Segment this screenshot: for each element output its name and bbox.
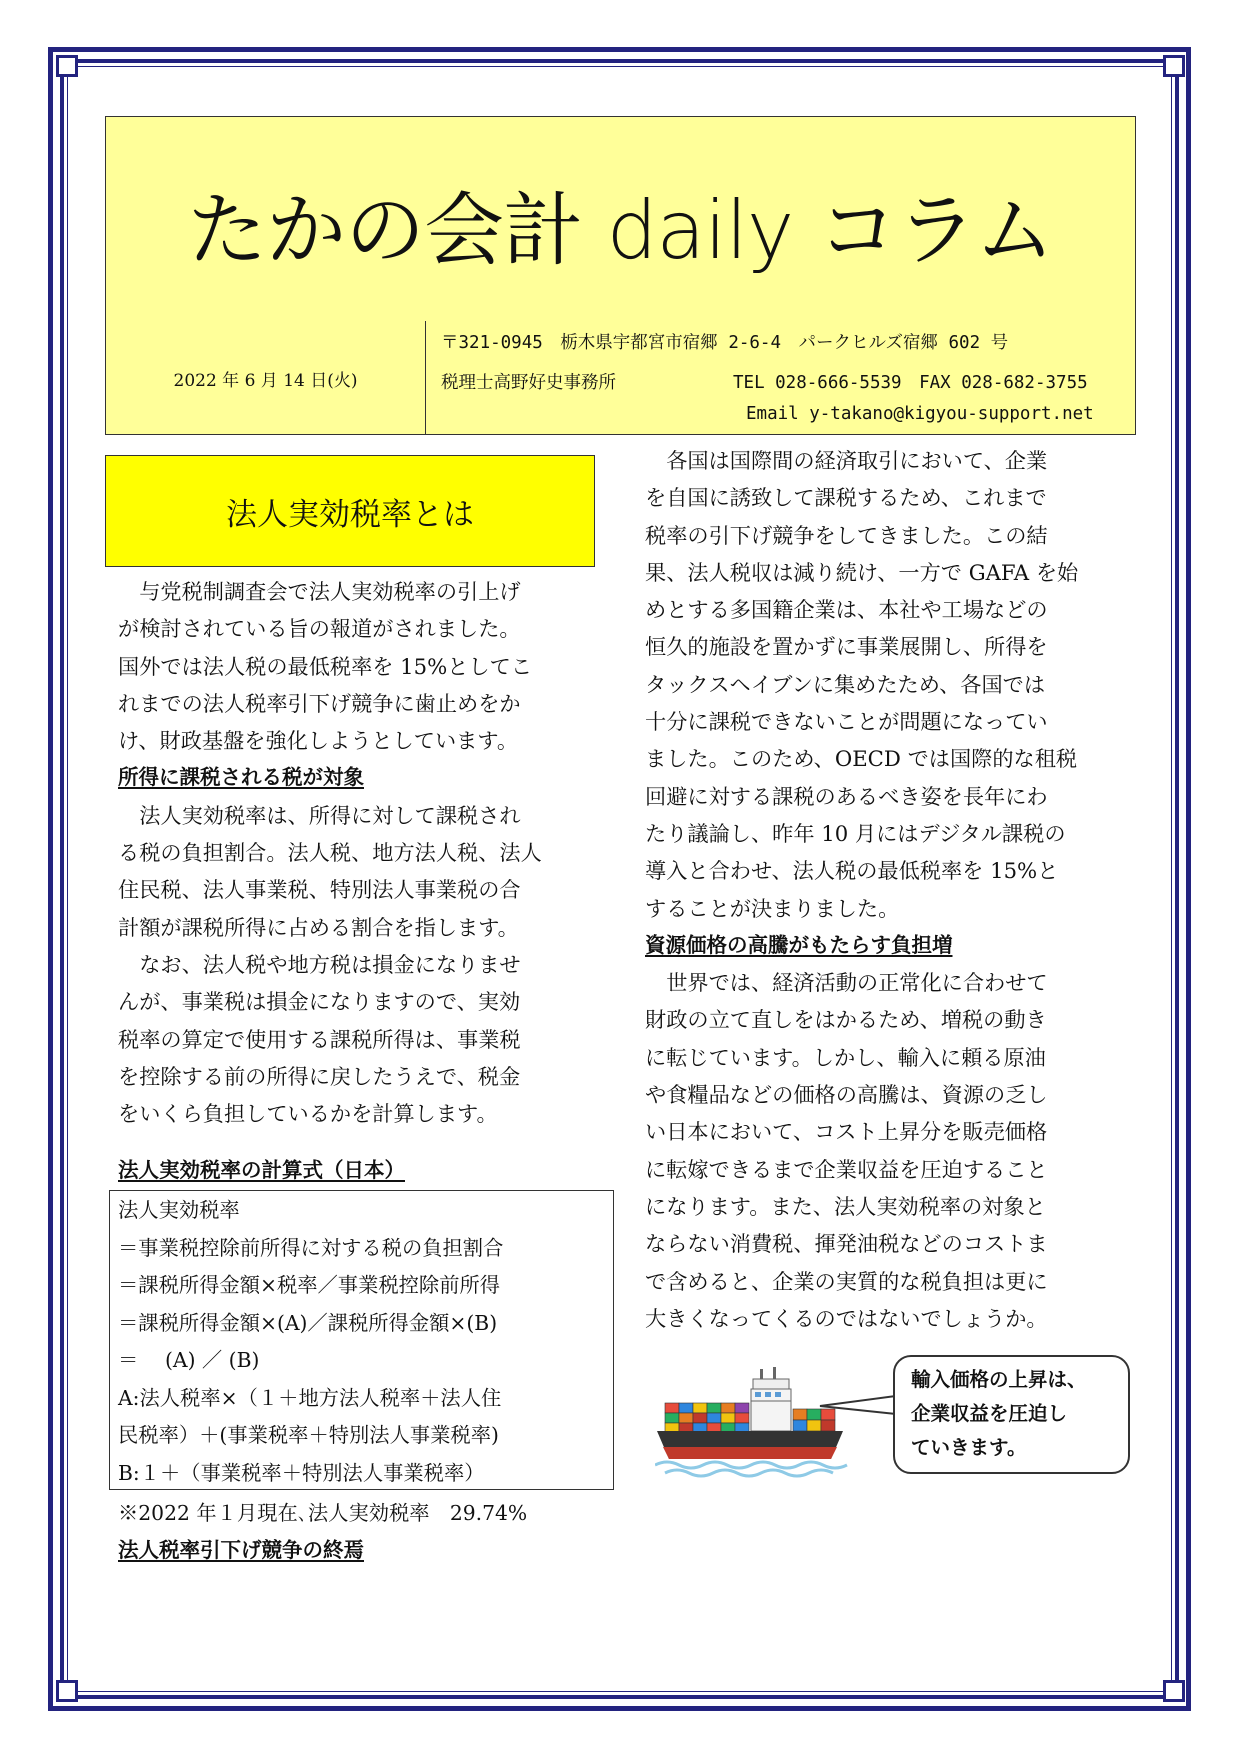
- masthead: [105, 116, 1136, 322]
- section-paragraph: 各国は国際間の経済取引において、企業 を自国に誘致して課税するため、これまで 税率の引下げ競争をしてきました。この結 果、法人税収は減り続け、一方で GAFA を始 めとする多国籍企業は、本社や工場などの 恒久的施設を置かずに事業展開し、所得を タックスヘイブンに集めたため、各国では 十分に課税できないことが問題になってい ました。このため、OECD では国際的な租税 回避に対する課税のあるべき姿を長年にわ たり議論し、昨年 10 月にはデジタル課税の 導入と合わせ、法人税の最低税率を 15%と することが決まりました。: [645, 448, 1079, 921]
- intro-paragraph: 与党税制調査会で法人実効税率の引上げ が検討されている旨の報道がされました。 国外では法人税の最低税率を 15%としてこ れまでの法人税率引下げ競争に歯止めをか け、財政基盤を強化しようとしています。: [118, 579, 533, 754]
- article-headline-box: [105, 455, 595, 567]
- border-corner-ornament: [1163, 55, 1185, 77]
- office-email: Email y-takano@kigyou-support.net: [746, 404, 1094, 424]
- right-column: [645, 442, 1135, 1337]
- rate-note: ※2022 年１月現在､法人実効税率 29.74%: [118, 1501, 528, 1525]
- section-paragraph: 法人実効税率は、所得に対して課税され る税の負担割合。法人税、地方法人税、法人 住民税、法人事業税、特別法人事業税の合 計額が課税所得に占める割合を指します。 なお、法人税や地方税は損金になりませ んが、事業税は損金になりますので、実効 税率の算定で使用する課税所得は、事業税 を控除する前の所得に戻したうえで、税金 をいくら負担しているかを計算します。: [118, 802, 542, 1127]
- newsletter-title: たかの会計 daily コラム: [187, 183, 1054, 277]
- office-tel-fax: TEL 028-666-5539 FAX 028-682-3755: [733, 373, 1088, 393]
- border-corner-ornament: [56, 55, 78, 77]
- speech-bubble-text: 輸入価格の上昇は、 企業収益を圧迫し ていきます。: [911, 1368, 1087, 1459]
- left-column: [118, 573, 608, 1132]
- masthead-info-row: [105, 321, 1136, 435]
- formula-text: 法人実効税率 ＝事業税控除前所得に対する税の負担割合 ＝課税所得金額×税率／事業税控除前所得 ＝課税所得金額×(A)／課税所得金額×(B) ＝ (A) ／ (B) A:法人税率×（１＋地方法人税率＋法人住 民税率）＋(事業税率＋特別法人事業税率) B:１＋（事業税率＋特別法人事業税率）: [118, 1198, 504, 1485]
- section-heading: 法人実効税率の計算式（日本）: [118, 1158, 405, 1182]
- speech-bubble-tail: [818, 1390, 898, 1420]
- office-address: 〒321-0945 栃木県宇都宮市宿郷 2-6-4 パークヒルズ宿郷 602 号: [441, 333, 1009, 353]
- section-heading: 法人税率引下げ競争の終焉: [118, 1538, 364, 1562]
- office-name: 税理士高野好史事務所: [441, 373, 616, 393]
- section-heading: 所得に課税される税が対象: [118, 765, 364, 790]
- issue-date: 2022 年 6 月 14 日(火): [106, 321, 426, 435]
- article-headline: 法人実効税率とは: [226, 496, 474, 533]
- section-heading: 資源価格の高騰がもたらす負担増: [645, 932, 953, 957]
- section-paragraph: 世界では、経済活動の正常化に合わせて 財政の立て直しをはかるため、増税の動き に転じています。しかし、輸入に頼る原油 や食糧品などの価格の高騰は、資源の乏し い日本において、コスト上昇分を販売価格 に転嫁できるまで企業収益を圧迫すること になります。また、法人実効税率の対象と ならない消費税、揮発油税などのコストま で含めると、企業の実質的な税負担は更に 大きくなってくるのではないでしょうか。: [645, 970, 1048, 1331]
- container-ship-illustration: [655, 1363, 855, 1478]
- border-corner-ornament: [56, 1680, 78, 1702]
- border-corner-ornament: [1163, 1680, 1185, 1702]
